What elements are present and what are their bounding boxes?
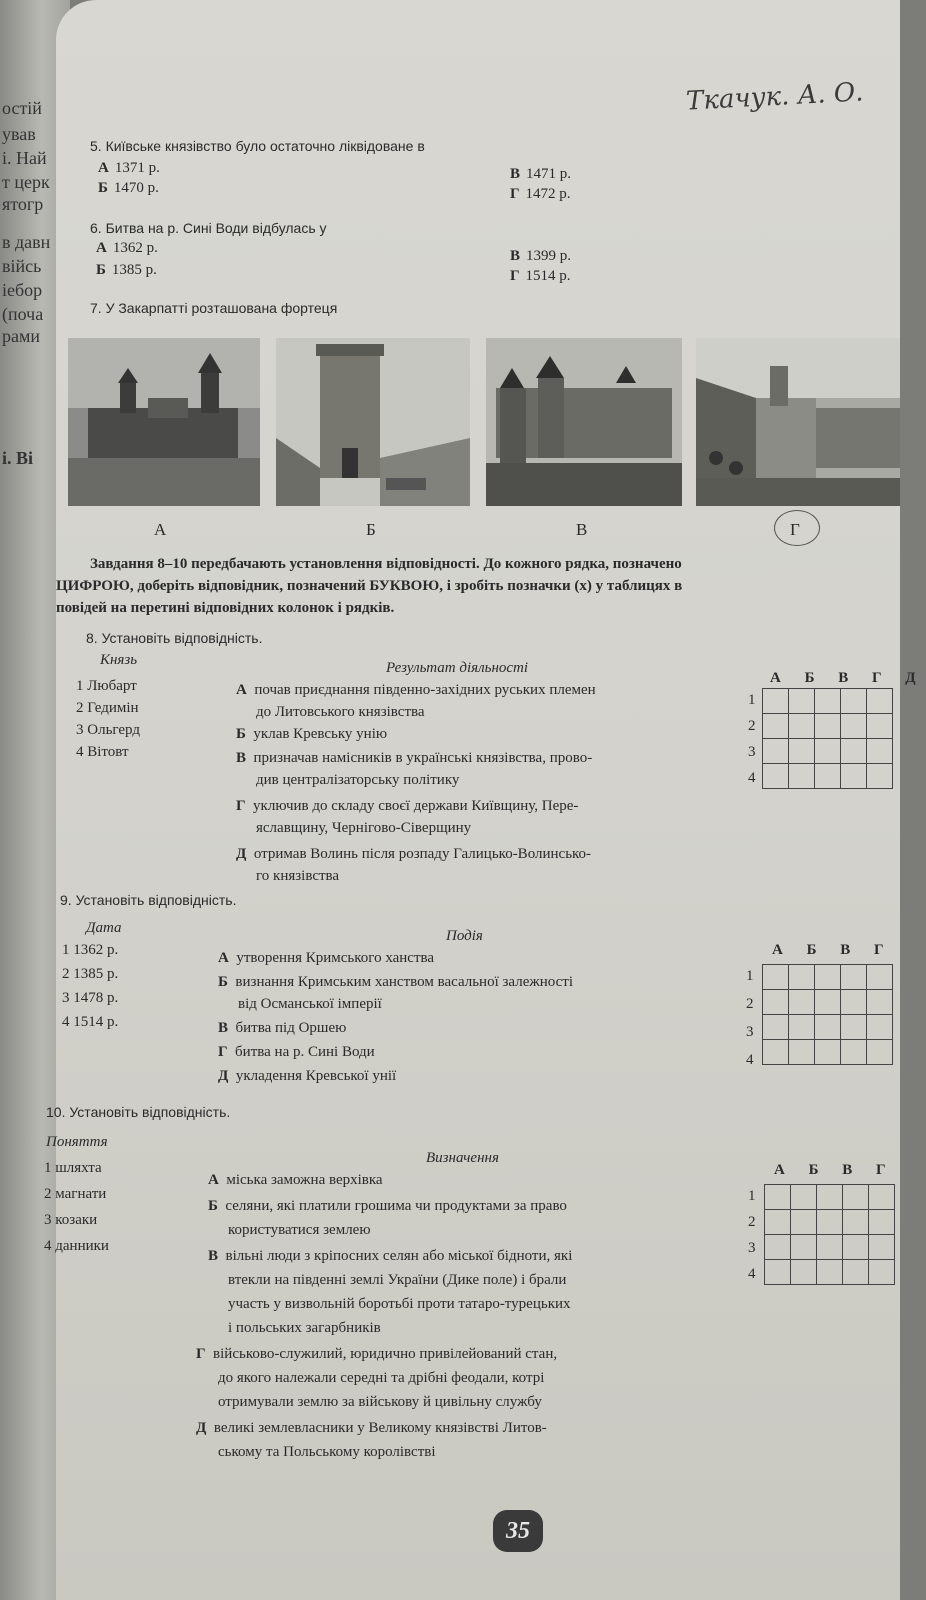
q9-right-item-d: Д укладення Кревської унії <box>218 1068 397 1084</box>
grid-cell[interactable] <box>815 1040 841 1065</box>
left-fragment: і. Най <box>2 148 47 168</box>
grid-cell[interactable] <box>763 689 789 714</box>
grid-cell[interactable] <box>869 1185 895 1210</box>
grid-cell[interactable] <box>867 714 893 739</box>
grid-cell[interactable] <box>815 689 841 714</box>
grid-cell[interactable] <box>841 689 867 714</box>
q10-right-item-g: Г військово-служилий, юридично привілейований стан, <box>196 1346 558 1362</box>
grid-cell[interactable] <box>763 739 789 764</box>
instruction-line-2: ЦИФРОЮ, доберіть відповідник, позначений БУКВОЮ, і зробіть позначки (х) у таблицях в <box>56 578 683 594</box>
grid-cell[interactable] <box>841 764 867 789</box>
grid-cell[interactable] <box>765 1185 791 1210</box>
q10-left-item: 2 магнати <box>44 1186 107 1202</box>
q10-left-item: 4 данники <box>44 1238 109 1254</box>
grid-cell[interactable] <box>841 965 867 990</box>
q8-left-item: 1 Любарт <box>76 678 137 694</box>
grid-cell[interactable] <box>843 1235 869 1260</box>
grid-cell[interactable] <box>867 764 893 789</box>
q10-right-item-b-cont: користуватися землею <box>228 1222 371 1238</box>
grid-cell[interactable] <box>789 990 815 1015</box>
grid-cell[interactable] <box>843 1260 869 1285</box>
q8-right-item-b: Б уклав Кревську унію <box>236 726 388 742</box>
grid-cell[interactable] <box>817 1235 843 1260</box>
left-fragment: іебор <box>2 280 43 300</box>
q10-right-item-v-cont: втекли на південні землі України (Дике поле) і брали <box>228 1272 567 1288</box>
circled-answer-mark <box>774 510 820 546</box>
question-10: 10. Установіть відповідність. <box>46 1104 231 1120</box>
left-fragment: ував <box>2 124 36 144</box>
q8-grid-header: А Б В Г Д <box>770 670 926 686</box>
grid-cell[interactable] <box>867 739 893 764</box>
fortress-photo-v[interactable] <box>486 338 682 506</box>
photo-caption-g: Г <box>790 520 800 539</box>
grid-cell[interactable] <box>789 1040 815 1065</box>
grid-cell[interactable] <box>763 764 789 789</box>
question-8: 8. Установіть відповідність. <box>86 630 263 646</box>
q10-left-item: 3 козаки <box>44 1212 98 1228</box>
q10-left-item: 1 шляхта <box>44 1160 102 1176</box>
q9-grid-row-num: 1 <box>746 968 754 984</box>
photo-caption-b: Б <box>366 520 376 539</box>
q8-right-item-g-cont: яславщину, Чернігово-Сіверщину <box>256 820 472 836</box>
q8-answer-grid <box>762 688 893 789</box>
q9-left-item: 1 1362 р. <box>62 942 119 958</box>
instruction-line-1: Завдання 8–10 передбачають установлення відповідності. До кожного рядка, позначено <box>90 556 682 572</box>
q5-option-a[interactable]: А 1371 р. <box>98 160 160 176</box>
grid-cell[interactable] <box>791 1210 817 1235</box>
q8-right-item-v-cont: див централізаторську політику <box>256 772 460 788</box>
grid-cell[interactable] <box>815 990 841 1015</box>
q10-answer-grid <box>764 1184 895 1285</box>
grid-cell[interactable] <box>763 714 789 739</box>
q6-option-a[interactable]: А 1362 р. <box>96 240 158 256</box>
q10-right-item-b: Б селяни, які платили грошима чи продуктами за право <box>208 1198 567 1214</box>
grid-cell[interactable] <box>869 1210 895 1235</box>
grid-cell[interactable] <box>867 990 893 1015</box>
q9-right-item-b: Б визнання Кримським ханством васальної залежності <box>218 974 574 990</box>
grid-cell[interactable] <box>791 1185 817 1210</box>
q10-right-item-v-cont: і польських загарбників <box>228 1320 381 1336</box>
q9-grid-row-num: 3 <box>746 1024 754 1040</box>
handwritten-signature: Ткачук. А. О. <box>685 77 865 117</box>
grid-cell[interactable] <box>843 1210 869 1235</box>
q8-right-item-a: А почав приєднання південно-західних руських племен <box>236 682 596 698</box>
q10-right-item-v-cont: участь у визвольній боротьбі проти татаро-турецьких <box>228 1296 571 1312</box>
left-fragment: (поча <box>2 304 44 324</box>
instruction-line-3: повідей на перетині відповідних колонок і рядків. <box>56 600 395 616</box>
q8-grid-row-num: 3 <box>748 744 756 760</box>
q10-grid-row-num: 3 <box>748 1240 756 1256</box>
q6-option-v[interactable]: В 1399 р. <box>510 248 572 264</box>
grid-cell[interactable] <box>817 1185 843 1210</box>
fortress-photo-a[interactable] <box>68 338 260 506</box>
q10-right-item-d-cont: ському та Польському королівстві <box>218 1444 436 1460</box>
q9-right-item-b-cont: від Османської імперії <box>238 996 382 1012</box>
photo-caption-v: В <box>576 520 588 539</box>
grid-cell[interactable] <box>765 1260 791 1285</box>
grid-cell[interactable] <box>815 739 841 764</box>
grid-cell[interactable] <box>789 689 815 714</box>
q9-left-item: 2 1385 р. <box>62 966 119 982</box>
q10-right-item-v: В вільні люди з кріпосних селян або міської бідноти, які <box>208 1248 573 1264</box>
q10-right-item-g-cont: до якого належали середні та дрібні феодали, котрі <box>218 1370 545 1386</box>
grid-cell[interactable] <box>791 1260 817 1285</box>
grid-cell[interactable] <box>789 965 815 990</box>
q10-grid-header: А Б В Г <box>774 1162 896 1178</box>
grid-cell[interactable] <box>841 739 867 764</box>
q8-grid-row-num: 1 <box>748 692 756 708</box>
grid-cell[interactable] <box>869 1235 895 1260</box>
grid-cell[interactable] <box>815 1015 841 1040</box>
question-6: 6. Битва на р. Сині Води відбулась у <box>90 220 327 236</box>
grid-cell[interactable] <box>817 1210 843 1235</box>
q10-right-item-d: Д великі землевласники у Великому князівстві Литов- <box>196 1420 547 1436</box>
grid-cell[interactable] <box>763 1015 789 1040</box>
page-number: 35 <box>493 1510 543 1552</box>
q9-grid-header: А Б В Г <box>772 942 894 958</box>
grid-cell[interactable] <box>843 1185 869 1210</box>
q8-right-item-a-cont: до Литовського князівства <box>256 704 425 720</box>
q8-right-item-g: Г уключив до складу своєї держави Київщину, Пере- <box>236 798 579 814</box>
left-fragment: остій <box>2 98 42 118</box>
grid-cell[interactable] <box>841 714 867 739</box>
q10-grid-row-num: 2 <box>748 1214 756 1230</box>
q8-left-item: 3 Ольгерд <box>76 722 140 738</box>
grid-cell[interactable] <box>867 965 893 990</box>
grid-cell[interactable] <box>789 714 815 739</box>
grid-cell[interactable] <box>815 965 841 990</box>
q8-right-item-v: В призначав намісників в українські князівства, прово- <box>236 750 593 766</box>
question-9: 9. Установіть відповідність. <box>60 892 237 908</box>
grid-cell[interactable] <box>841 1040 867 1065</box>
q9-right-item-v: В битва під Оршею <box>218 1020 347 1036</box>
q9-grid-row-num: 4 <box>746 1052 754 1068</box>
left-fragment: ятогр <box>2 194 44 214</box>
grid-cell[interactable] <box>867 1015 893 1040</box>
photo-caption-a: А <box>154 520 167 539</box>
grid-cell[interactable] <box>763 1040 789 1065</box>
fortress-photo-g[interactable] <box>696 338 900 506</box>
grid-cell[interactable] <box>815 764 841 789</box>
q6-option-g[interactable]: Г 1514 р. <box>510 268 571 284</box>
q8-grid-row-num: 4 <box>748 770 756 786</box>
question-5: 5. Київське князівство було остаточно ліквідоване в <box>90 138 425 154</box>
grid-cell[interactable] <box>763 965 789 990</box>
workbook-page <box>44 0 926 1600</box>
q8-right-item-d-cont: го князівства <box>256 868 340 884</box>
q8-left-header: Князь <box>100 652 138 668</box>
q9-left-item: 3 1478 р. <box>62 990 119 1006</box>
grid-cell[interactable] <box>789 764 815 789</box>
q10-right-item-g-cont: отримували землю за військову й цивільну службу <box>218 1394 542 1410</box>
q10-grid-row-num: 4 <box>748 1266 756 1282</box>
grid-cell[interactable] <box>867 689 893 714</box>
grid-cell[interactable] <box>817 1260 843 1285</box>
q9-right-item-a: А утворення Кримського ханства <box>218 950 435 966</box>
grid-cell[interactable] <box>763 990 789 1015</box>
q5-option-v[interactable]: В 1471 р. <box>510 166 572 182</box>
grid-cell[interactable] <box>789 1015 815 1040</box>
q9-right-item-g: Г битва на р. Сині Води <box>218 1044 375 1060</box>
left-fragment: т церк <box>2 172 50 192</box>
q10-right-header: Визначення <box>426 1150 499 1166</box>
question-7: 7. У Закарпатті розташована фортеця <box>90 300 338 316</box>
q9-right-header: Подія <box>446 928 483 944</box>
q9-grid-row-num: 2 <box>746 996 754 1012</box>
q8-right-header: Результат діяльності <box>386 660 529 676</box>
grid-cell[interactable] <box>841 1015 867 1040</box>
grid-cell[interactable] <box>765 1210 791 1235</box>
q6-option-b[interactable]: Б 1385 р. <box>96 262 157 278</box>
grid-cell[interactable] <box>765 1235 791 1260</box>
left-fragment: рами <box>2 326 41 346</box>
q5-option-b[interactable]: Б 1470 р. <box>98 180 159 196</box>
fortress-photo-b[interactable] <box>276 338 470 506</box>
q10-grid-row-num: 1 <box>748 1188 756 1204</box>
grid-cell[interactable] <box>791 1235 817 1260</box>
q8-grid-row-num: 2 <box>748 718 756 734</box>
left-fragment: в давн <box>2 232 51 252</box>
q10-left-header: Поняття <box>46 1134 108 1150</box>
q8-left-item: 2 Гедимін <box>76 700 139 716</box>
q8-right-item-d: Д отримав Волинь після розпаду Галицько-Волинсько- <box>236 846 592 862</box>
grid-cell[interactable] <box>869 1260 895 1285</box>
q10-right-item-a: А міська заможна верхівка <box>208 1172 383 1188</box>
grid-cell[interactable] <box>867 1040 893 1065</box>
q9-left-item: 4 1514 р. <box>62 1014 119 1030</box>
left-fragment: війсь <box>2 256 42 276</box>
q9-answer-grid <box>762 964 893 1065</box>
grid-cell[interactable] <box>841 990 867 1015</box>
q8-left-item: 4 Вітовт <box>76 744 129 760</box>
grid-cell[interactable] <box>815 714 841 739</box>
grid-cell[interactable] <box>789 739 815 764</box>
q9-left-header: Дата <box>86 920 122 936</box>
q5-option-g[interactable]: Г 1472 р. <box>510 186 571 202</box>
left-fragment: і. Ві <box>2 448 34 468</box>
